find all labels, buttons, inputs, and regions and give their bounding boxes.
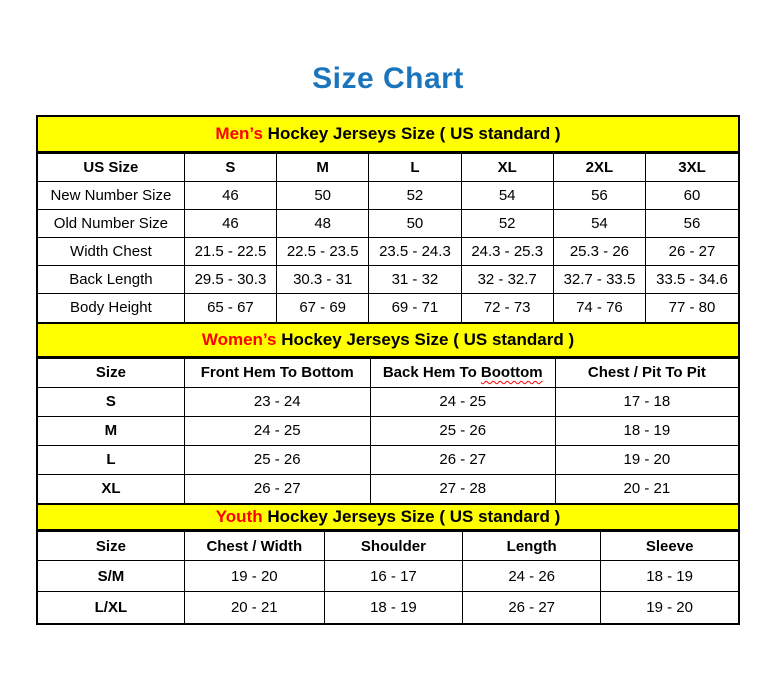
mens-cell: 69 - 71: [369, 294, 461, 322]
band-accent-womens: Women’s: [201, 329, 277, 349]
womens-row-label: M: [38, 416, 184, 445]
mens-cell: 65 - 67: [184, 294, 276, 322]
youth-cell: 18 - 19: [324, 592, 462, 623]
mens-cell: 22.5 - 23.5: [277, 238, 369, 266]
mens-cell: 46: [184, 182, 276, 210]
mens-cell: 56: [646, 210, 738, 238]
mens-cell: 33.5 - 34.6: [646, 266, 738, 294]
womens-cell: 27 - 28: [370, 474, 555, 503]
youth-table-row: [38, 592, 738, 623]
mens-cell: 23.5 - 24.3: [369, 238, 461, 266]
youth-header-row: [38, 532, 738, 561]
section-band-youth: [38, 503, 738, 531]
youth-size-table: [38, 531, 738, 623]
mens-size-table: [38, 153, 738, 322]
womens-col-header: Chest / Pit To Pit: [555, 358, 738, 387]
womens-cell: 23 - 24: [184, 387, 370, 416]
womens-cell: 18 - 19: [555, 416, 738, 445]
womens-cell: 24 - 25: [370, 387, 555, 416]
section-band-womens: [38, 322, 738, 358]
mens-table-row: [38, 294, 738, 322]
mens-table-row: [38, 210, 738, 238]
mens-row-label: Width Chest: [38, 238, 184, 266]
mens-table-row: [38, 266, 738, 294]
mens-cell: 32 - 32.7: [461, 266, 553, 294]
womens-cell: 26 - 27: [184, 474, 370, 503]
youth-col-header: Sleeve: [601, 532, 738, 561]
womens-table-row: [38, 416, 738, 445]
mens-col-header: M: [277, 154, 369, 182]
womens-cell: 26 - 27: [370, 445, 555, 474]
womens-row-label: L: [38, 445, 184, 474]
mens-table-row: [38, 182, 738, 210]
mens-cell: 54: [461, 182, 553, 210]
mens-cell: 25.3 - 26: [553, 238, 645, 266]
mens-cell: 67 - 69: [277, 294, 369, 322]
section-band-mens: [38, 117, 738, 153]
mens-cell: 48: [277, 210, 369, 238]
womens-col-header: Back Hem To Boottom: [370, 358, 555, 387]
youth-cell: 20 - 21: [184, 592, 324, 623]
womens-row-label: S: [38, 387, 184, 416]
womens-col-header: Front Hem To Bottom: [184, 358, 370, 387]
womens-header-row: [38, 358, 738, 387]
mens-cell: 50: [277, 182, 369, 210]
womens-cell: 25 - 26: [184, 445, 370, 474]
youth-cell: 26 - 27: [463, 592, 601, 623]
mens-cell: 60: [646, 182, 738, 210]
mens-cell: 52: [461, 210, 553, 238]
mens-cell: 26 - 27: [646, 238, 738, 266]
mens-cell: 24.3 - 25.3: [461, 238, 553, 266]
youth-row-label: L/XL: [38, 592, 184, 623]
mens-cell: 30.3 - 31: [277, 266, 369, 294]
youth-col-header: Chest / Width: [184, 532, 324, 561]
mens-col-header: 2XL: [553, 154, 645, 182]
womens-cell: 24 - 25: [184, 416, 370, 445]
mens-col-header: L: [369, 154, 461, 182]
mens-cell: 72 - 73: [461, 294, 553, 322]
youth-table-row: [38, 561, 738, 592]
mens-cell: 74 - 76: [553, 294, 645, 322]
size-chart: [36, 115, 740, 625]
mens-col-header: 3XL: [646, 154, 738, 182]
mens-row-label: Back Length: [38, 266, 184, 294]
womens-size-table: [38, 358, 738, 504]
youth-cell: 18 - 19: [601, 561, 738, 592]
womens-table-row: [38, 387, 738, 416]
band-accent-youth: Youth: [215, 507, 263, 526]
mens-cell: 56: [553, 182, 645, 210]
misspelled-word: Boottom: [480, 364, 543, 381]
youth-cell: 16 - 17: [324, 561, 462, 592]
mens-cell: 21.5 - 22.5: [184, 238, 276, 266]
womens-cell: 19 - 20: [555, 445, 738, 474]
mens-cell: 32.7 - 33.5: [553, 266, 645, 294]
youth-col-header: Length: [463, 532, 601, 561]
mens-cell: 77 - 80: [646, 294, 738, 322]
band-text-mens: Hockey Jerseys Size ( US standard ): [262, 124, 561, 143]
mens-cell: 50: [369, 210, 461, 238]
youth-cell: 24 - 26: [463, 561, 601, 592]
mens-col-header: S: [184, 154, 276, 182]
mens-col-header: XL: [461, 154, 553, 182]
womens-table-row: [38, 445, 738, 474]
youth-cell: 19 - 20: [601, 592, 738, 623]
mens-row-label: New Number Size: [38, 182, 184, 210]
youth-row-label: S/M: [38, 561, 184, 592]
mens-col-header: US Size: [38, 154, 184, 182]
mens-row-label: Body Height: [38, 294, 184, 322]
mens-cell: 29.5 - 30.3: [184, 266, 276, 294]
band-text-womens: Hockey Jerseys Size ( US standard ): [276, 329, 575, 349]
mens-cell: 52: [369, 182, 461, 210]
mens-row-label: Old Number Size: [38, 210, 184, 238]
mens-cell: 31 - 32: [369, 266, 461, 294]
band-accent-mens: Men’s: [215, 124, 263, 143]
womens-cell: 25 - 26: [370, 416, 555, 445]
mens-header-row: [38, 154, 738, 182]
womens-table-row: [38, 474, 738, 503]
youth-cell: 19 - 20: [184, 561, 324, 592]
mens-cell: 54: [553, 210, 645, 238]
womens-cell: 17 - 18: [555, 387, 738, 416]
band-text-youth: Hockey Jerseys Size ( US standard ): [262, 507, 561, 526]
page-title: Size Chart: [312, 62, 464, 95]
womens-col-header: Size: [38, 358, 184, 387]
womens-row-label: XL: [38, 474, 184, 503]
youth-col-header: Size: [38, 532, 184, 561]
mens-table-row: [38, 238, 738, 266]
mens-cell: 46: [184, 210, 276, 238]
youth-col-header: Shoulder: [324, 532, 462, 561]
womens-cell: 20 - 21: [555, 474, 738, 503]
